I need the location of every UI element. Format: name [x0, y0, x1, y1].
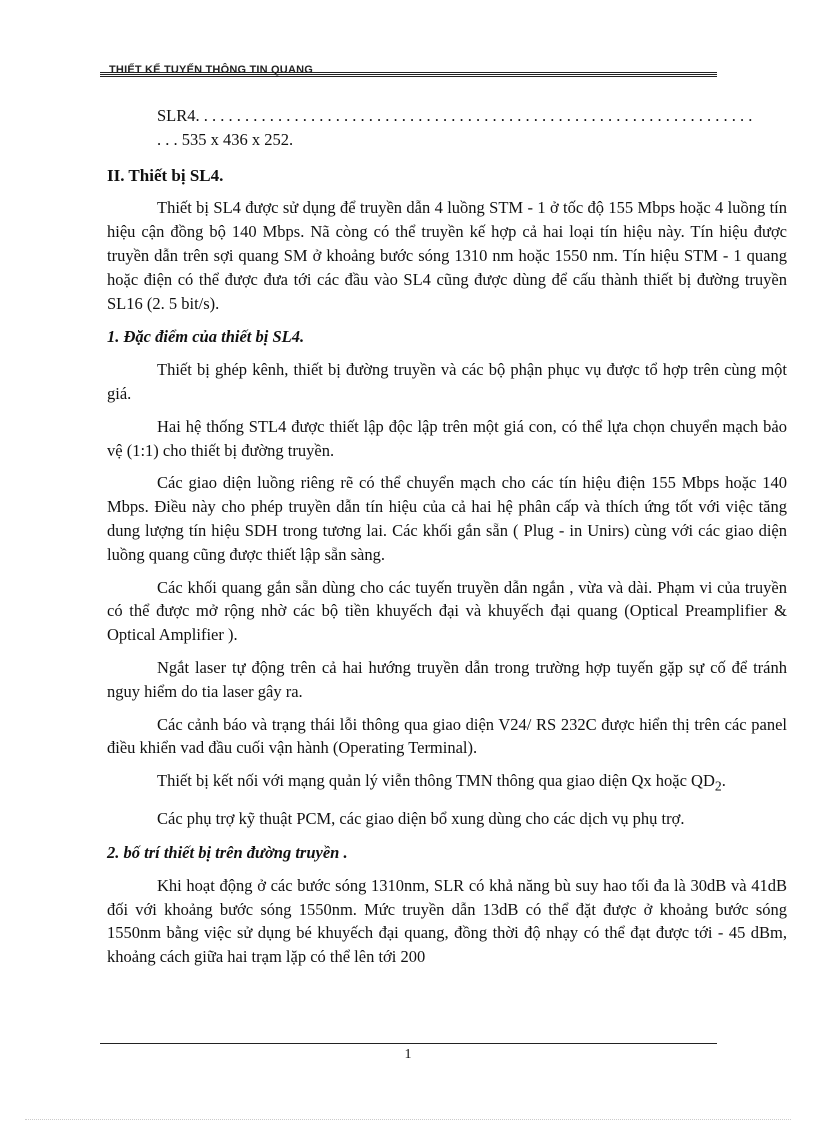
- header-rule-top: [100, 72, 717, 73]
- feature-paragraph-2: Hai hệ thống STL4 được thiết lập độc lập trên một giá con, có thể lựa chọn chuyển mạch bảo vệ (1:1) cho thiết bị đường truyền.: [107, 416, 787, 460]
- tmn-text: Thiết bị kết nối với mạng quản lý viễn thông TMN thông qua giao diện Qx hoặc QD: [157, 771, 715, 791]
- page-number: 1: [404, 1047, 412, 1062]
- feature-paragraph-6: Các cảnh báo và trạng thái lỗi thông qua giao diện V24/ RS 232C được hiển thị trên các panel điều khiển vad đầu cuối vận hành (Operating Terminal).: [107, 714, 787, 758]
- section-heading: II. Thiết bị SL4.: [107, 165, 224, 185]
- feature-paragraph-3: Các giao diện luồng riêng rẽ có thể chuyển mạch cho các tín hiệu điện 155 Mbps hoặc 140 Mbps. Điều này cho phép truyền dẫn tín hiệu của cả hai hệ phân cấp và thích ứng tốt với việc tăng dung lượng tín hiệu SDH trong tương lai. Các khối gắn sẵn ( Plug - in Unirs) cùng với các giao diện luồng quang cũng được thiết lập sẵn sàng.: [107, 473, 787, 564]
- feature-paragraph-5: Ngắt laser tự động trên cả hai hướng truyền dẫn trong trường hợp tuyến gặp sự cố để tránh nguy hiểm do tia laser gây ra.: [107, 657, 787, 701]
- qd-subscript: 2: [714, 778, 722, 794]
- dimension-line-2: . . . 535 x 436 x 252.: [157, 129, 294, 149]
- footer-rule: [100, 1043, 717, 1044]
- subsection-heading-1: 1. Đặc điểm của thiết bị SL4.: [107, 327, 305, 347]
- running-header: THIẾT KẾ TUYẾN THÔNG TIN QUANG: [109, 64, 313, 76]
- layout-paragraph: Khi hoạt động ở các bước sóng 1310nm, SLR có khả năng bù suy hao tối đa là 30dB và 41dB đối với khoảng bước sóng 1550nm. Mức truyền dẫn 13dB có thể đặt được ở khoảng bước sóng 1550nm bằng việc sử dụng bé khuyếch đại quang, đồng thời độ nhạy có thể đạt được tới - 45 dBm, khoảng cách giữa hai trạm lặp có thể lên tới 200: [107, 875, 787, 967]
- dimension-line-1: SLR4. . . . . . . . . . . . . . . . . . . . . . . . . . . . . . . . . . . . . . . . . . . . . . . . . . . . . . . . . . . . . . . . . . . .: [157, 106, 753, 125]
- page-bottom-border: [25, 1119, 791, 1120]
- subsection-heading-2: 2. bố trí thiết bị trên đường truyền .: [107, 843, 348, 863]
- header-rule-bottom: [100, 76, 717, 77]
- feature-paragraph-8: Các phụ trợ kỹ thuật PCM, các giao diện bổ xung dùng cho các dịch vụ phụ trợ.: [157, 809, 685, 829]
- feature-paragraph-4: Các khối quang gắn sẵn dùng cho các tuyến truyền dẫn ngắn , vừa và dài. Phạm vi của truyền có thể được mở rộng nhờ các bộ tiền khuyếch đại và khuyếch đại quang (Optical Preamplifier & Optical Amplifier ).: [107, 577, 787, 645]
- feature-paragraph-7: [107, 769, 787, 798]
- document-body: [107, 104, 787, 969]
- header-rule-middle: [100, 74, 717, 75]
- section-paragraph: Thiết bị SL4 được sử dụng để truyền dẫn 4 luồng STM - 1 ở tốc độ 155 Mbps hoặc 4 luồng tín hiệu cận đồng bộ 140 Mbps. Nã còng có thể truyền kế hợp cả hai loại tín hiệu này. Tín hiệu được truyền dẫn trên sợi quang SM ở khoảng bước sóng 1310 nm hoặc 1550 nm. Tín hiệu STM - 1 quang hoặc điện có thể được đưa tới các đầu vào SL4 cũng được dùng để cấu thành thiết bị đường truyền SL16 (2. 5 bit/s).: [107, 198, 787, 313]
- feature-paragraph-1: Thiết bị ghép kênh, thiết bị đường truyền và các bộ phận phục vụ được tổ hợp trên cùng một giá.: [107, 360, 787, 403]
- tmn-period: .: [721, 771, 726, 791]
